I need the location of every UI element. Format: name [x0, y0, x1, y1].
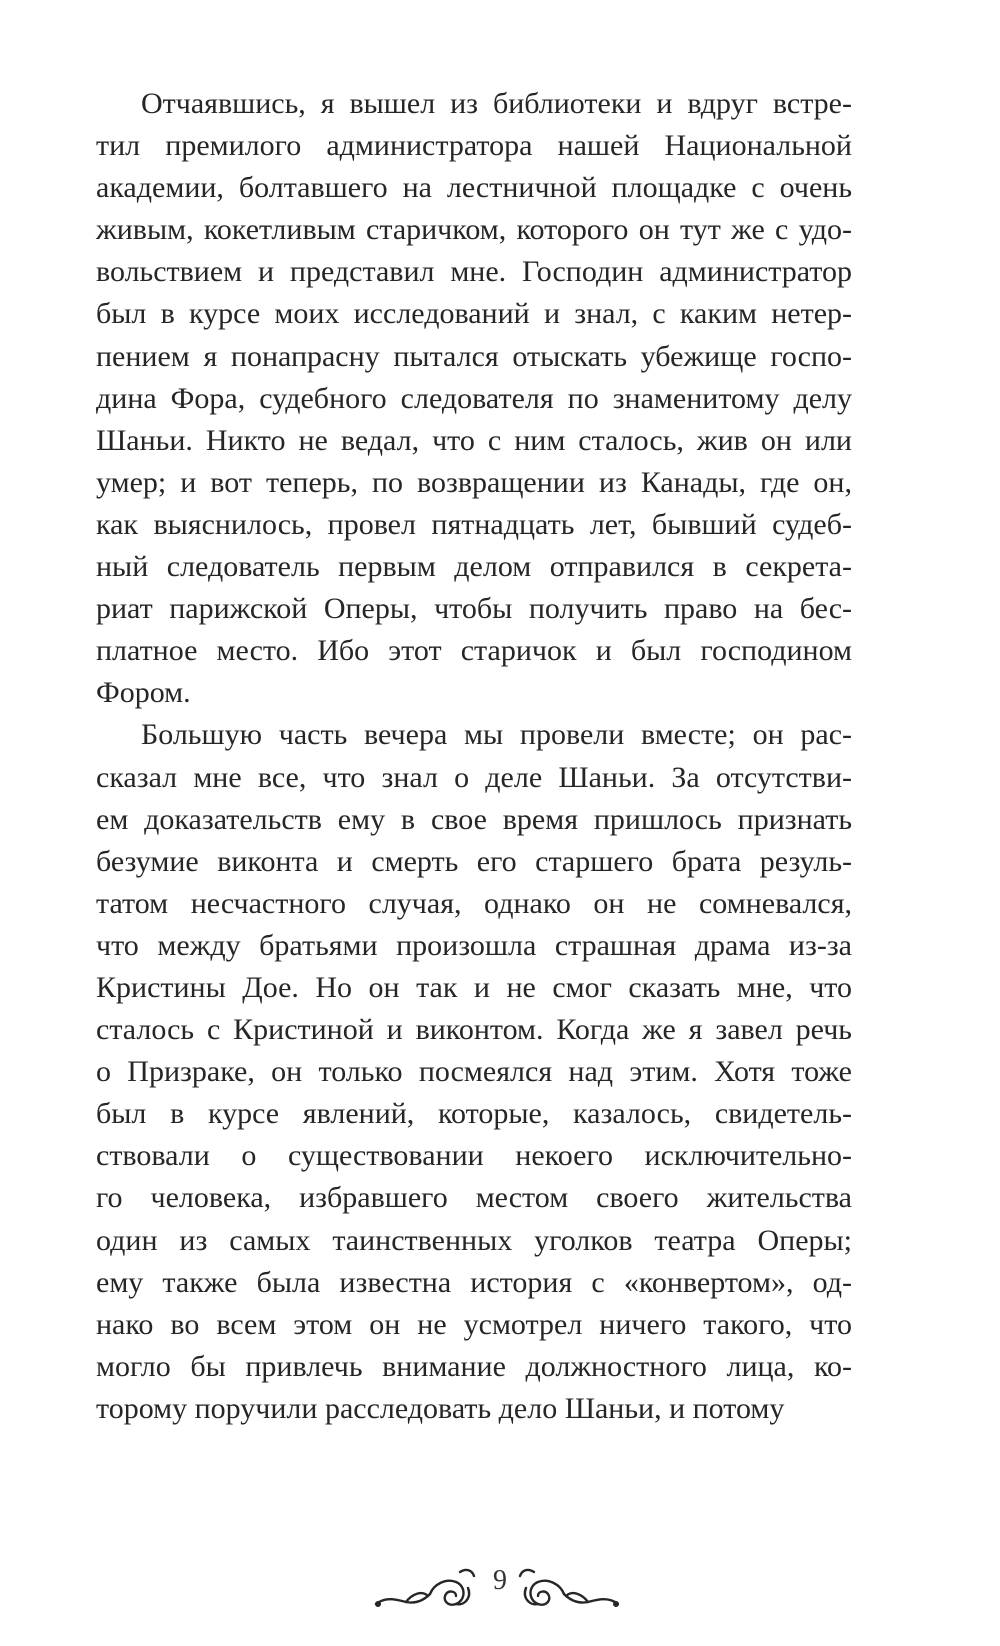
text-line: один из самых таинственных уголков театра Оперы; — [96, 1223, 852, 1257]
text-line: могло бы привлечь внимание должностного лица, ко- — [96, 1349, 852, 1383]
text-line: вольствием и представил мне. Господин администратор — [96, 255, 852, 289]
text-line: торому поручили расследовать дело Шаньи, и потому — [96, 1391, 785, 1425]
text-line: ем доказательств ему в свое время пришлось признать — [96, 802, 852, 836]
text-line: дина Фора, судебного следователя по знаменитому делу — [96, 381, 852, 415]
text-line: безумие виконта и смерть его старшего брата резуль- — [96, 844, 852, 878]
text-line: был в курсе явлений, которые, казалось, свидетель- — [96, 1097, 852, 1131]
paragraph — [96, 714, 852, 1430]
paragraph — [96, 83, 852, 714]
text-line: нако во всем этом он не усмотрел ничего такого, что — [96, 1307, 852, 1341]
text-line: был в курсе моих исследований и знал, с каким нетер- — [96, 297, 852, 331]
text-line: Фором. — [96, 676, 191, 710]
page-body — [96, 83, 852, 1430]
page-number: 9 — [493, 1565, 507, 1596]
text-line: как выяснилось, провел пятнадцать лет, бывший судеб- — [96, 507, 852, 541]
text-line: тил премилого администратора нашей Национальной — [96, 129, 852, 163]
text-line: Отчаявшись, я вышел из библиотеки и вдруг встре- — [141, 87, 852, 120]
text-line: сталось с Кристиной и виконтом. Когда же я завел речь — [96, 1013, 852, 1047]
text-line: ный следователь первым делом отправился в секрета- — [96, 550, 852, 584]
text-line: живым, кокетливым старичком, которого он тут же с удо- — [96, 213, 852, 247]
text-line: риат парижской Оперы, чтобы получить право на бес- — [96, 592, 852, 626]
text-line: платное место. Ибо этот старичок и был господином — [96, 634, 852, 668]
text-line: академии, болтавшего на лестничной площадке с очень — [96, 171, 852, 205]
text-line: о Призраке, он только посмеялся над этим. Хотя тоже — [96, 1055, 852, 1089]
text-line: сказал мне все, что знал о деле Шаньи. За отсутстви- — [96, 760, 852, 794]
text-line: ствовали о существовании некоего исключительно- — [96, 1139, 852, 1173]
text-line: ему также была известна история с «конвертом», од- — [96, 1265, 852, 1299]
text-line: пением я понапрасну пытался отыскать убежище госпо- — [96, 339, 852, 373]
text-line: Большую часть вечера мы провели вместе; он рас- — [141, 718, 852, 752]
text-line: умер; и вот теперь, по возвращении из Канады, где он, — [96, 465, 852, 499]
text-line: го человека, избравшего местом своего жительства — [96, 1181, 852, 1215]
text-line: татом несчастного случая, однако он не сомневался, — [96, 886, 852, 920]
text-line: Кристины Дое. Но он так и не смог сказать мне, что — [96, 970, 852, 1004]
text-line: что между братьями произошла страшная драма из-за — [96, 928, 852, 962]
text-line: Шаньи. Никто не ведал, что с ним сталось, жив он или — [96, 423, 852, 457]
